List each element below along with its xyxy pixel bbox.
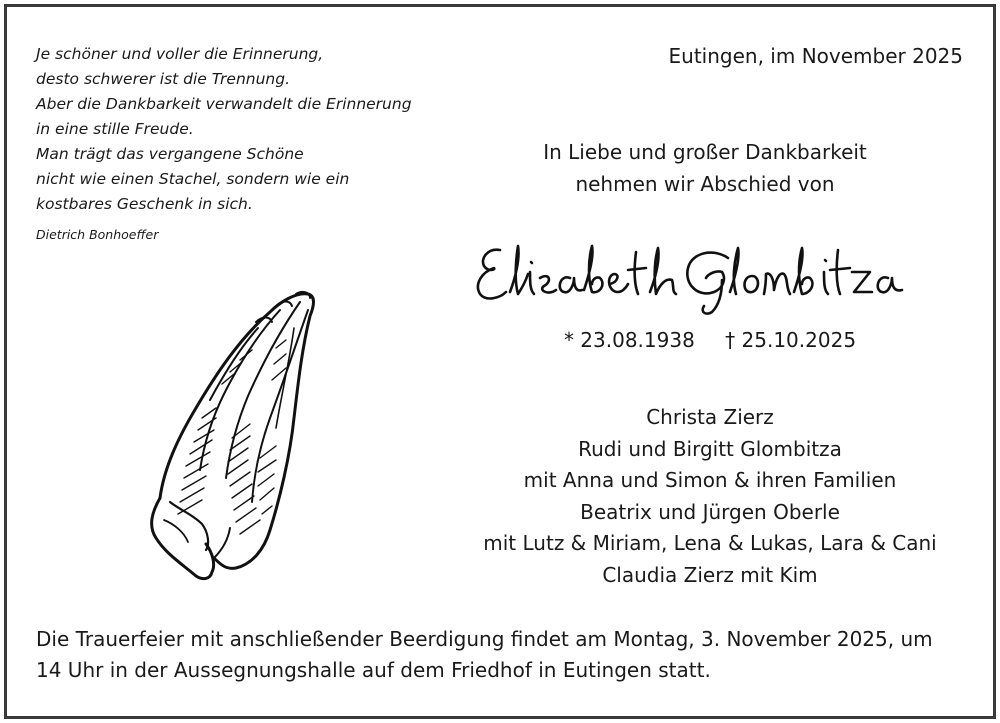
bonhoeffer-quote	[36, 42, 456, 217]
quote-line: Aber die Dankbarkeit verwandelt die Erinnerung	[36, 95, 412, 113]
quote-line: Man trägt das vergangene Schöne	[36, 145, 304, 163]
praying-hands-icon	[130, 288, 330, 584]
quote-author: Dietrich Bonhoeffer	[36, 227, 159, 242]
family-line: Rudi und Birgitt Glombitza	[578, 436, 842, 461]
family-line: Claudia Zierz mit Kim	[602, 562, 818, 587]
quote-line: kostbares Geschenk in sich.	[36, 195, 253, 213]
intro-line-2: nehmen wir Abschied von	[575, 172, 835, 196]
place-and-date: Eutingen, im November 2025	[668, 44, 963, 68]
birth-date: * 23.08.1938	[563, 328, 695, 352]
family-line: Christa Zierz	[646, 405, 774, 429]
quote-line: nicht wie einen Stachel, sondern wie ein	[36, 170, 350, 188]
family-line: mit Lutz & Miriam, Lena & Lukas, Lara & Cani	[483, 531, 937, 555]
quote-line: desto schwerer ist die Trennung.	[36, 70, 291, 88]
quote-line: Je schöner und voller die Erinnerung,	[36, 45, 324, 63]
bereaved-family	[470, 402, 950, 591]
farewell-intro	[470, 136, 940, 200]
family-line: mit Anna und Simon & ihren Familien	[523, 468, 897, 492]
family-line: Beatrix und Jürgen Oberle	[580, 499, 840, 524]
deceased-signature	[460, 228, 960, 318]
intro-line-1: In Liebe und großer Dankbarkeit	[543, 140, 867, 164]
ceremony-line-2: 14 Uhr in der Aussegnungshalle auf dem Friedhof in Eutingen statt.	[36, 658, 711, 682]
life-dates	[470, 328, 950, 352]
death-date: † 25.10.2025	[725, 328, 857, 352]
ceremony-line-1: Die Trauerfeier mit anschließender Beerdigung findet am Montag, 3. November 2025, um	[36, 627, 933, 651]
quote-line: in eine stille Freude.	[36, 120, 194, 138]
funeral-notice	[36, 624, 971, 686]
